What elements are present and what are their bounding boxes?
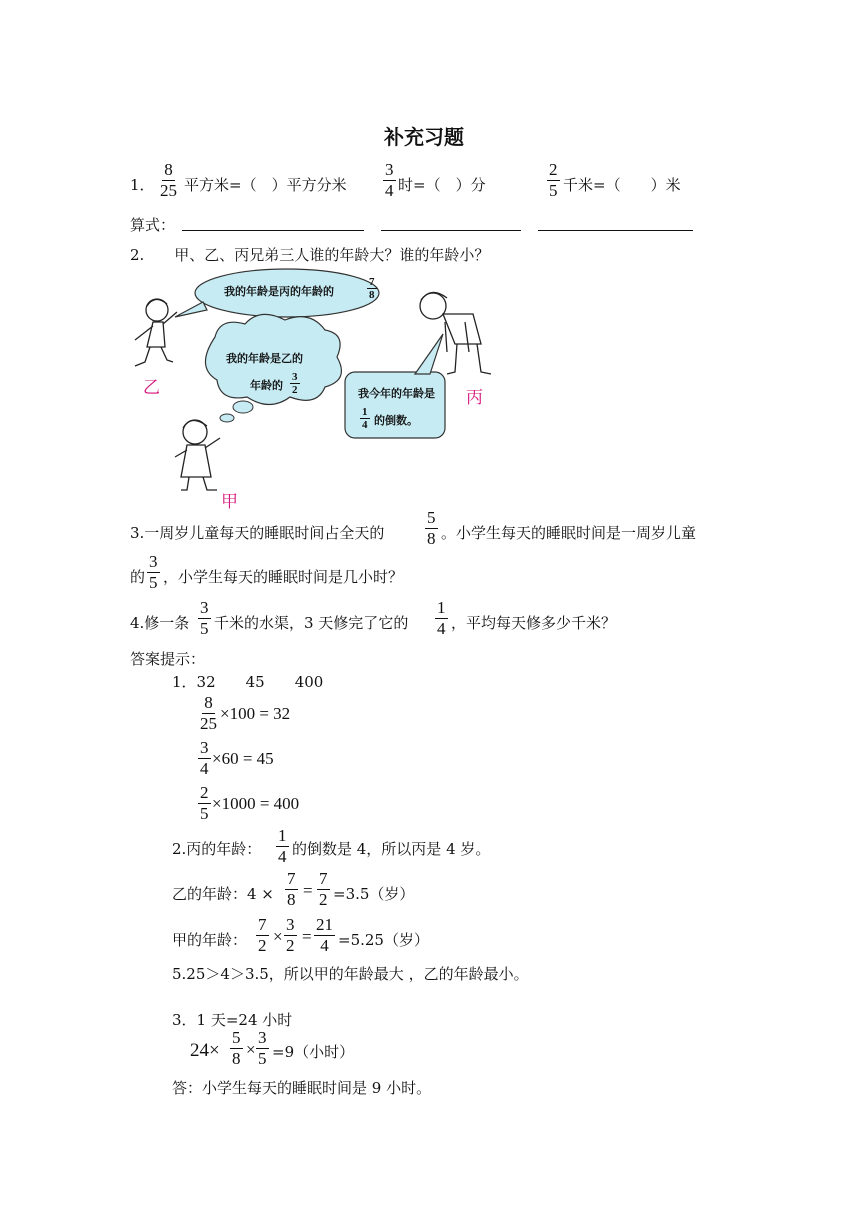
q3-fraction-2 bbox=[147, 552, 160, 593]
q1-number: 1． bbox=[130, 176, 155, 194]
answer-2-jia-end: =5.25（岁） bbox=[338, 931, 429, 949]
answer-3-fraction-1 bbox=[230, 1028, 243, 1069]
q4-fraction-1 bbox=[198, 598, 211, 639]
denominator: 5 bbox=[549, 181, 558, 200]
answer-2-jia-fraction-3 bbox=[314, 915, 335, 956]
answer-3-times: × bbox=[246, 1040, 256, 1059]
answer-2-yi-fraction-2 bbox=[317, 869, 330, 910]
bubble-jia-fraction bbox=[290, 371, 300, 396]
denominator: 5 bbox=[200, 619, 209, 638]
answer-2-yi-fraction-1 bbox=[285, 869, 298, 910]
denominator: 25 bbox=[200, 714, 217, 733]
denominator: 25 bbox=[160, 181, 177, 200]
bubble-jia-text-1: 我的年龄是乙的 bbox=[226, 352, 303, 365]
denominator: 2 bbox=[286, 936, 295, 955]
answer-1-eq2-fraction bbox=[198, 738, 211, 779]
answer-2-bing-end: 的倒数是 4，所以丙是 4 岁。 bbox=[292, 840, 491, 858]
denominator: 4 bbox=[200, 759, 209, 778]
bubble-bing-text-1: 我今年的年龄是 bbox=[358, 387, 435, 400]
answer-2-bing-start: 2.丙的年龄： bbox=[172, 840, 262, 858]
q3-line2-end: ，小学生每天的睡眠时间是几小时？ bbox=[163, 568, 404, 586]
answer-3-line: 3．1 天=24 小时 bbox=[172, 1011, 293, 1029]
denominator: 4 bbox=[320, 936, 329, 955]
denominator: 8 bbox=[427, 529, 436, 548]
q3-line1-end: 。小学生每天的睡眠时间是一周岁儿童 bbox=[441, 524, 697, 542]
q3-fraction-1 bbox=[425, 508, 438, 549]
q3-line1: 3.一周岁儿童每天的睡眠时间占全天的 bbox=[130, 524, 385, 542]
answer-2-conclusion: 5.25＞4＞3.5，所以甲的年龄最大 ，乙的年龄最小。 bbox=[172, 965, 529, 983]
formula-label: 算式： bbox=[130, 216, 176, 234]
denominator: 2 bbox=[319, 890, 328, 909]
q2-text: 2. 甲、乙、丙兄弟三人谁的年龄大？谁的年龄小？ bbox=[130, 246, 490, 264]
numerator: 3 bbox=[286, 915, 295, 934]
answer-line-3[interactable] bbox=[538, 230, 693, 231]
q1-fraction-a bbox=[158, 160, 179, 201]
numerator: 7 bbox=[287, 869, 296, 888]
answer-3-fraction-2 bbox=[256, 1028, 269, 1069]
answer-1-eq3-rest: ×1000 = 400 bbox=[212, 794, 300, 813]
numerator: 3 bbox=[200, 598, 209, 617]
denominator: 4 bbox=[437, 619, 446, 638]
q1-fraction-c bbox=[547, 160, 560, 201]
denominator: 8 bbox=[369, 289, 375, 301]
label-bing: 丙 bbox=[466, 388, 483, 408]
numerator: 3 bbox=[200, 738, 209, 757]
label-jia: 甲 bbox=[221, 492, 238, 512]
answer-1-eq1-fraction bbox=[198, 693, 219, 734]
denominator: 5 bbox=[200, 804, 209, 823]
q4-start: 4.修一条 bbox=[130, 614, 190, 632]
denominator: 5 bbox=[149, 573, 158, 592]
numerator: 8 bbox=[164, 160, 173, 179]
answer-2-yi-equals: = bbox=[303, 881, 313, 900]
answer-1-eq1-rest: ×100 = 32 bbox=[220, 704, 291, 723]
bubble-bing-fraction bbox=[360, 406, 370, 431]
bubble-jia-text-2: 年龄的 bbox=[250, 379, 283, 392]
denominator: 5 bbox=[258, 1049, 267, 1068]
numerator: 3 bbox=[292, 371, 298, 383]
bubble-yi-tail bbox=[175, 302, 207, 317]
numerator: 3 bbox=[149, 552, 158, 571]
answer-3-eq-start: 24× bbox=[190, 1040, 220, 1061]
numerator: 5 bbox=[232, 1028, 241, 1047]
numerator: 1 bbox=[278, 826, 287, 845]
bubble-yi-text: 我的年龄是丙的年龄的 bbox=[224, 285, 334, 298]
numerator: 2 bbox=[200, 783, 209, 802]
numerator: 7 bbox=[319, 869, 328, 888]
answer-1-eq3-fraction bbox=[198, 783, 211, 824]
answer-3-eq-end: =9（小时） bbox=[272, 1043, 355, 1061]
denominator: 2 bbox=[292, 384, 298, 396]
answer-2-jia-equals: = bbox=[302, 927, 312, 946]
numerator: 3 bbox=[385, 160, 394, 179]
numerator: 5 bbox=[427, 508, 436, 527]
denominator: 8 bbox=[287, 890, 296, 909]
numerator: 1 bbox=[437, 598, 446, 617]
answer-2-yi-start: 乙的年龄：4 × bbox=[172, 885, 274, 903]
answer-1-line: 1．32 45 400 bbox=[172, 673, 324, 691]
q3-line2-start: 的 bbox=[130, 568, 146, 586]
answer-2-bing-fraction bbox=[276, 826, 289, 867]
bubble-jia-cloud bbox=[205, 314, 341, 422]
numerator: 7 bbox=[369, 276, 375, 288]
answer-2-jia-fraction-1 bbox=[256, 915, 269, 956]
numerator: 1 bbox=[362, 406, 368, 418]
answers-heading: 答案提示： bbox=[130, 650, 206, 668]
answer-2-jia-start: 甲的年龄： bbox=[172, 931, 248, 949]
answer-2-yi-end: =3.5（岁） bbox=[333, 885, 415, 903]
page-title: 补充习题 bbox=[384, 125, 464, 149]
numerator: 3 bbox=[258, 1028, 267, 1047]
answer-2-jia-fraction-2 bbox=[284, 915, 297, 956]
label-yi: 乙 bbox=[143, 378, 160, 398]
answer-2-jia-times: × bbox=[273, 927, 283, 946]
denominator: 4 bbox=[362, 419, 368, 431]
boy-yi-figure bbox=[135, 299, 177, 366]
answer-1-eq2-rest: ×60 = 45 bbox=[212, 749, 274, 768]
q1-fraction-b bbox=[383, 160, 396, 201]
denominator: 8 bbox=[232, 1049, 241, 1068]
q4-fraction-2 bbox=[435, 598, 448, 639]
boy-jia-figure bbox=[175, 420, 220, 490]
bubble-bing-text-2: 的倒数。 bbox=[374, 414, 418, 427]
denominator: 4 bbox=[278, 847, 287, 866]
numerator: 2 bbox=[549, 160, 558, 179]
q1-text-a: 平方米=（ ）平方分米 bbox=[184, 176, 347, 194]
bubble-yi-fraction bbox=[367, 276, 377, 301]
q1-text-c: 千米=（ ）米 bbox=[563, 176, 681, 194]
numerator: 7 bbox=[258, 915, 267, 934]
bubble-bing-tail bbox=[415, 334, 443, 374]
answer-3-conclusion: 答：小学生每天的睡眠时间是 9 小时。 bbox=[172, 1079, 432, 1097]
illustration bbox=[125, 262, 505, 512]
denominator: 4 bbox=[385, 181, 394, 200]
q4-end: ，平均每天修多少千米？ bbox=[451, 614, 617, 632]
answer-line-2[interactable] bbox=[381, 230, 521, 231]
q1-text-b: 时=（ ）分 bbox=[398, 176, 486, 194]
numerator: 8 bbox=[204, 693, 213, 712]
answer-line-1[interactable] bbox=[182, 230, 364, 231]
denominator: 2 bbox=[258, 936, 267, 955]
numerator: 21 bbox=[316, 915, 333, 934]
q4-mid: 千米的水渠，3 天修完了它的 bbox=[214, 614, 409, 632]
